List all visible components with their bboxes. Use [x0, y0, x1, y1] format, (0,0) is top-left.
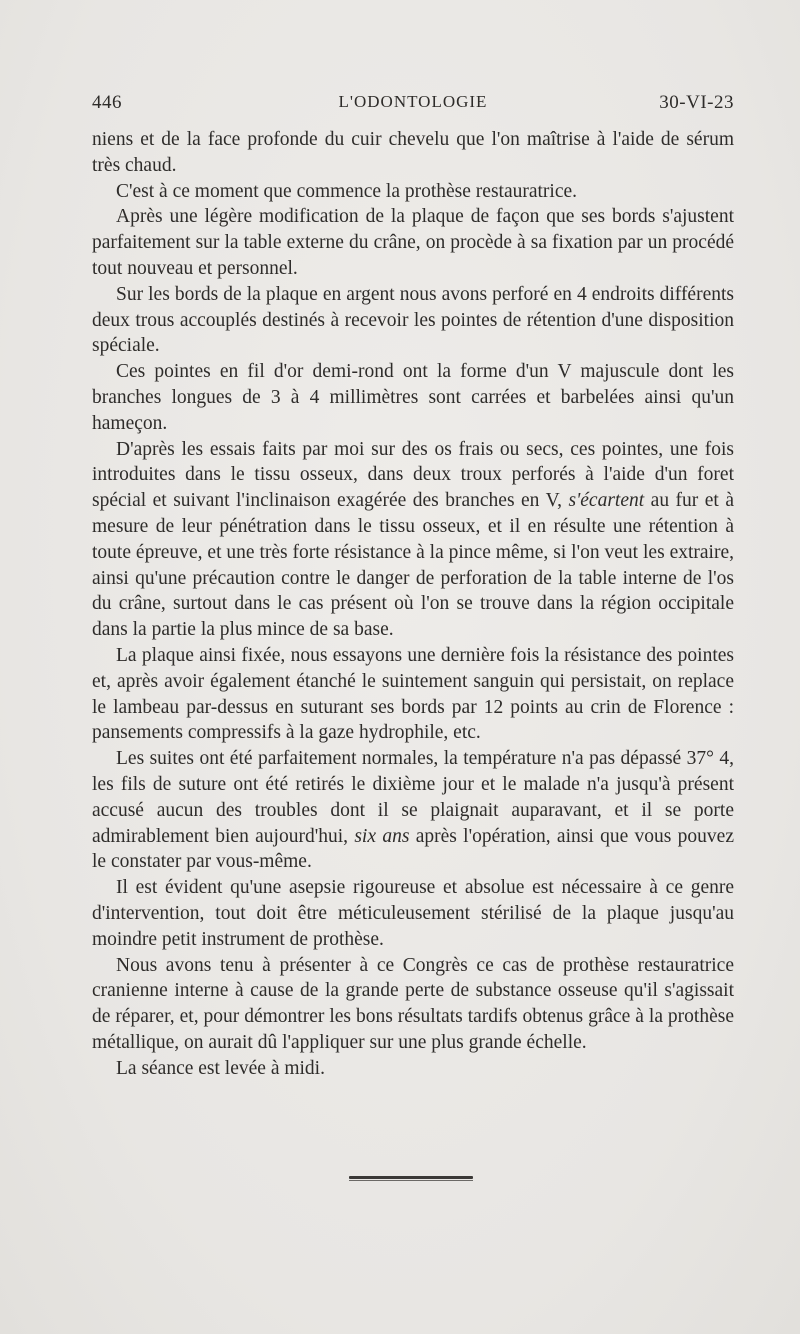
- running-header: [92, 92, 734, 116]
- paragraph: [92, 1056, 734, 1082]
- text-run: La séance est levée à midi.: [116, 1057, 325, 1079]
- paragraph: [92, 437, 734, 643]
- text-run: après l'opération, ainsi que vous pouvez le constater par vous-même.: [92, 825, 734, 873]
- issue-date: 30-VI-23: [659, 92, 734, 113]
- text-run: Nous avons tenu à présenter à ce Congrès ce cas de prothèse restauratrice cranienne interne à cause de la grande perte de substance osseuse qu'il s'agissait de réparer, et, pour démontrer les bons résultats tardifs obtenus grâce à la prothèse métallique, on aurait dû l'appliquer sur une plus grande échelle.: [92, 954, 734, 1053]
- text-run: Les suites ont été parfaitement normales, la température n'a pas dépassé 37° 4, les fils de suture ont été retirés le dixième jour et le malade n'a jusqu'à présent accusé aucun des troubles dont il se plaignait auparavant, et il se porte admirablement bien aujourd'hui,: [92, 748, 734, 847]
- text-run: C'est à ce moment que commence la prothèse restauratrice.: [116, 180, 578, 202]
- closing-rule: [349, 1176, 473, 1179]
- text-run: niens et de la face profonde du cuir chevelu que l'on maîtrise à l'aide de sérum très chaud.: [92, 129, 734, 176]
- text-run: La plaque ainsi fixée, nous essayons une dernière fois la résistance des pointes et, après avoir également étanché le suintement sanguin qui persistait, on replace le lambeau par-dessus en suturant ses bords par 12 points au crin de Florence : pansements compressifs à la gaze hydrophile, etc.: [92, 644, 734, 744]
- italic-text: s'écartent: [568, 490, 645, 512]
- paragraph: [92, 953, 734, 1056]
- paragraph: [92, 204, 734, 281]
- paragraph: [92, 359, 734, 436]
- journal-title: L'ODONTOLOGIE: [338, 92, 488, 111]
- paragraph: [92, 875, 734, 952]
- body-text: [92, 127, 734, 1081]
- text-run: Sur les bords de la plaque en argent nous avons perforé en 4 endroits différents deux trous accouplés destinés à recevoir les pointes de rétention d'une disposition spéciale.: [92, 283, 734, 357]
- italic-text: six ans: [354, 825, 410, 847]
- text-run: Il est évident qu'une asepsie rigoureuse et absolue est nécessaire à ce genre d'intervention, tout doit être méticuleusement stérilisé de la plaque jusqu'au moindre petit instrument de prothèse.: [92, 877, 734, 950]
- paragraph: [92, 127, 734, 179]
- paragraph: [92, 643, 734, 746]
- paragraph: [92, 746, 734, 875]
- text-run: Ces pointes en fil d'or demi-rond ont la forme d'un V majuscule dont les branches longues de 3 à 4 millimètres sont carrées et barbelées ainsi qu'un hameçon.: [92, 361, 734, 434]
- text-run: Après une légère modification de la plaque de façon que ses bords s'ajustent parfaitement sur la table externe du crâne, on procède à sa fixation par un procédé tout nouveau et personnel.: [92, 206, 734, 279]
- text-run: D'après les essais faits par moi sur des os frais ou secs, ces pointes, une fois introduites dans le tissu osseux, dans deux troux perforés à l'aide d'un foret spécial et suivant l'inclinaison exagérée des branches en V,: [92, 438, 734, 512]
- paragraph: [92, 282, 734, 359]
- text-run: au fur et à mesure de leur pénétration dans le tissu osseux, et il en résulte une rétention à toute épreuve, et une très forte résistance à la pince même, si l'on veut les extraire, ainsi qu'une précaution contre le danger de perforation de la table interne de l'os du crâne, surtout dans le cas présent où l'on se trouve dans la région occipitale dans la partie la plus mince de sa base.: [92, 490, 734, 641]
- page-number: 446: [92, 92, 122, 113]
- paragraph: [92, 179, 734, 205]
